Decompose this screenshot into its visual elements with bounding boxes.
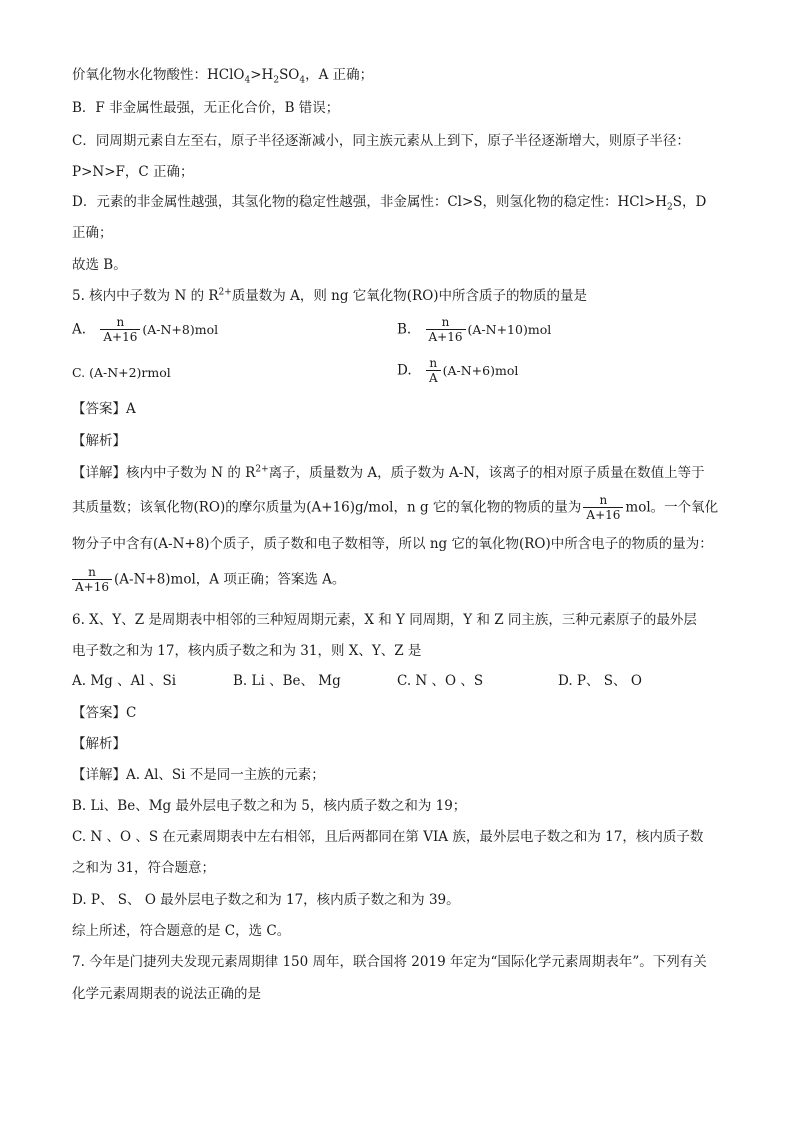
text: 离子，质量数为 A，质子数为 A-N，该离子的相对原子质量在数值上等于 xyxy=(268,465,705,481)
q5-option-d xyxy=(397,356,518,385)
q5-detail-line-4 xyxy=(72,562,345,597)
detail-tag: 【详解】 xyxy=(72,465,126,481)
numerator: n xyxy=(429,356,438,370)
denominator: A+16 xyxy=(100,329,140,344)
text: (A-N+8)mol xyxy=(142,322,219,337)
prev-line-4: P>N>F，C 正确； xyxy=(72,164,194,180)
q6-option-b: B. Li 、Be、 Mg xyxy=(233,673,341,689)
prev-line-3: C．同周期元素自左至右，原子半径逐渐减小，同主族元素从上到下，原子半径逐渐增大，则原子半径： xyxy=(72,133,690,149)
q6-answer xyxy=(72,704,136,722)
q6-option-a: A. Mg 、Al 、Si xyxy=(72,673,177,689)
q6-option-c: C. N 、O 、S xyxy=(397,673,484,689)
q5-option-c: C. (A-N+2)rmol xyxy=(72,365,171,380)
q5-answer xyxy=(72,400,136,418)
prev-line-1 xyxy=(72,66,373,84)
q6-stem-line-2: 电子数之和为 17，核内质子数之和为 31，则 X、Y、Z 是 xyxy=(72,643,422,659)
text: mol。一个氧化 xyxy=(625,499,719,516)
fraction xyxy=(100,315,140,344)
text: SO xyxy=(279,67,300,83)
option-label: B. xyxy=(397,321,412,338)
prev-line-7: 故选 B。 xyxy=(72,257,127,273)
text: ，A 正确； xyxy=(305,67,374,83)
text: 5. 核内中子数为 N 的 R xyxy=(72,288,219,304)
prev-line-6: 正确； xyxy=(72,225,113,241)
denominator: A+16 xyxy=(72,579,112,594)
text: (A-N+10)mol xyxy=(467,322,552,337)
q7-stem-line-1: 7. 今年是门捷列夫发现元素周期律 150 周年，联合国将 2019 年定为“国际化学元素周期表年”。下列有关 xyxy=(72,954,707,970)
text: >H xyxy=(250,67,274,83)
q7-stem-line-2: 化学元素周期表的说法正确的是 xyxy=(72,986,261,1002)
subscript: 4 xyxy=(244,75,251,86)
q6-detail-line-4: 之和为 31，符合题意； xyxy=(72,860,215,876)
q6-analysis-tag: 【解析】 xyxy=(72,736,126,752)
q5-detail-line-1 xyxy=(72,464,705,482)
q6-option-d: D. P、 S、 O xyxy=(558,673,642,689)
numerator: n xyxy=(599,493,608,507)
denominator: A+16 xyxy=(426,329,466,344)
fraction xyxy=(426,356,441,385)
option-label: D. xyxy=(397,362,412,379)
text: A. Al、Si 不是同一主族的元素； xyxy=(126,767,325,783)
prev-line-5 xyxy=(72,193,706,211)
subscript: 2 xyxy=(273,75,280,86)
detail-tag: 【详解】 xyxy=(72,767,126,783)
text: D．元素的非金属性越强，其氢化物的稳定性越强，非金属性：Cl>S，则氢化物的稳定性：HCl>H xyxy=(72,194,668,210)
answer-value: C xyxy=(126,705,137,721)
q5-analysis-tag: 【解析】 xyxy=(72,433,126,449)
text: 价氧化物水化物酸性：HClO xyxy=(72,67,245,83)
denominator: A+16 xyxy=(583,507,623,522)
numerator: n xyxy=(88,565,96,579)
denominator: A xyxy=(426,370,441,385)
q5-option-a xyxy=(72,315,218,344)
q6-detail-line-2: B. Li、Be、Mg 最外层电子数之和为 5，核内质子数之和为 19； xyxy=(72,798,467,814)
text: (A-N+6)mol xyxy=(442,363,519,378)
option-label: A. xyxy=(72,321,87,338)
fraction xyxy=(426,315,466,344)
answer-value: A xyxy=(126,401,136,417)
text: S，D xyxy=(672,194,707,210)
fraction xyxy=(583,493,623,522)
text: 质量数为 A，则 ng 它氧化物(RO)中所含质子的物质的量是 xyxy=(231,288,588,304)
numerator: n xyxy=(441,315,450,329)
q6-detail-line-3: C. N 、O 、S 在元素周期表中左右相邻，且后两都同在第 VIA 族，最外层电子数之和为 17，核内质子数 xyxy=(72,829,704,845)
q6-stem-line-1: 6. X、Y、Z 是周期表中相邻的三种短周期元素，X 和 Y 同周期，Y 和 Z 同主族，三种元素原子的最外层 xyxy=(72,612,697,628)
q6-detail-line-5: D. P、 S、 O 最外层电子数之和为 17，核内质子数之和为 39。 xyxy=(72,892,460,908)
subscript: 4 xyxy=(299,75,306,86)
q5-option-b xyxy=(397,315,551,344)
answer-tag: 【答案】 xyxy=(72,705,126,721)
q5-detail-line-2 xyxy=(72,490,718,525)
text: 其质量数；该氧化物(RO)的摩尔质量为(A+16)g/mol，n g 它的氧化物的物质的量为 xyxy=(72,499,582,516)
subscript: 2 xyxy=(667,202,673,213)
fraction xyxy=(72,565,112,594)
q5-detail-line-3: 物分子中含有(A-N+8)个质子，质子数和电子数相等，所以 ng 它的氧化物(RO)中所含电子的物质的量为： xyxy=(72,536,713,552)
superscript: 2+ xyxy=(255,464,269,475)
q5-stem xyxy=(72,287,587,305)
q6-detail-line-6: 综上所述，符合题意的是 C，选 C。 xyxy=(72,923,291,939)
q6-detail-line-1 xyxy=(72,766,325,784)
answer-tag: 【答案】 xyxy=(72,401,126,417)
text: 核内中子数为 N 的 R xyxy=(126,465,256,481)
superscript: 2+ xyxy=(218,287,232,298)
prev-line-2: B．F 非金属性最强，无正化合价，B 错误； xyxy=(72,100,340,116)
text: (A-N+8)mol，A 项正确；答案选 A。 xyxy=(114,571,346,588)
numerator: n xyxy=(116,315,125,329)
